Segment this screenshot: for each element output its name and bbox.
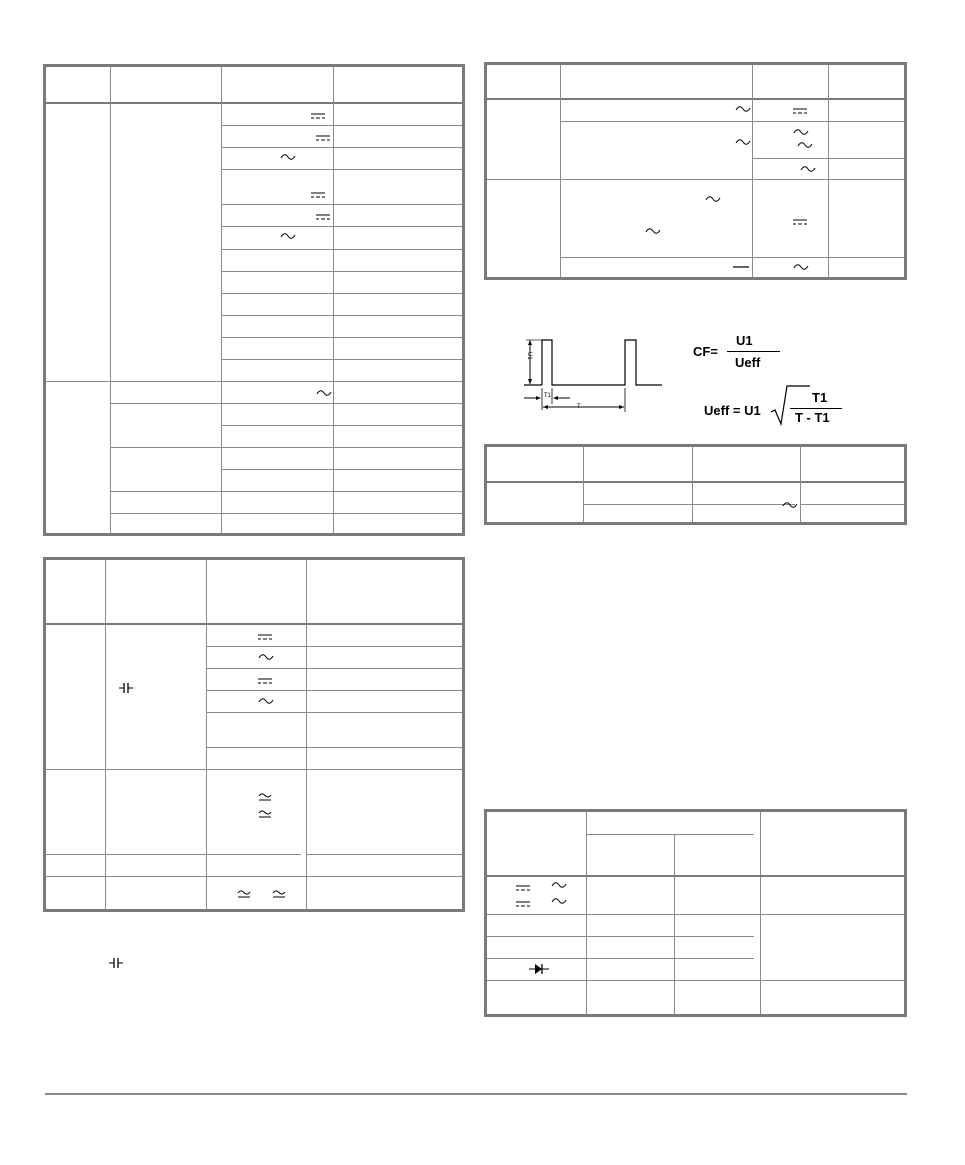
cf-formula-denominator: Ueff [735,355,761,370]
capacitor-icon [109,957,123,969]
dc-icon [311,191,325,199]
table-accuracy-voltage [484,62,907,280]
table-open-circuit-voltage [484,809,907,1017]
page-bottom-rule [45,1093,907,1095]
dc-icon [311,112,325,120]
ac-icon [705,194,721,204]
capacitor-icon [119,682,133,694]
table-resistance-capacitance [43,557,465,912]
cf-fraction-bar [727,351,780,352]
dc-icon [258,633,272,641]
ac-icon [645,226,661,236]
pulse-waveform-diagram [520,332,670,424]
cf-formula-numerator: U1 [736,333,753,348]
ac-icon [551,880,567,890]
ueff-formula-denominator: T - T1 [795,410,830,425]
ac-icon [258,696,274,706]
ac-icon [280,231,296,241]
ac-icon [280,152,296,162]
ac-icon [797,140,813,150]
ac-icon [735,104,751,114]
ac-dc-icon [272,889,286,901]
dc-icon [516,884,530,892]
u1-label: U1 [526,352,532,360]
ueff-fraction-bar-main [790,408,842,409]
ac-dc-icon [258,809,272,821]
ac-icon [793,127,809,137]
ueff-formula-lhs: Ueff = U1 [704,403,761,418]
ac-icon [258,652,274,662]
ac-icon [551,896,567,906]
table-measuring-ranges [43,64,465,536]
table-crest-factor [484,444,907,525]
dc-icon [316,134,330,142]
ac-dc-icon [237,889,251,901]
dc-icon [793,218,807,226]
ac-icon [735,137,751,147]
ac-icon [800,164,816,174]
t1-label: T1 [544,393,552,399]
dc-line-icon [733,264,749,270]
dc-icon [316,213,330,221]
dc-icon [258,677,272,685]
t-label: T [577,404,581,410]
diode-icon [529,963,549,975]
dc-icon [516,900,530,908]
ac-icon [793,262,809,272]
ac-icon [782,500,798,510]
dc-icon [793,107,807,115]
cf-formula-lhs: CF= [693,344,718,359]
ac-dc-icon [258,792,272,804]
ueff-formula-numerator: T1 [812,390,828,405]
ac-icon [316,388,332,398]
